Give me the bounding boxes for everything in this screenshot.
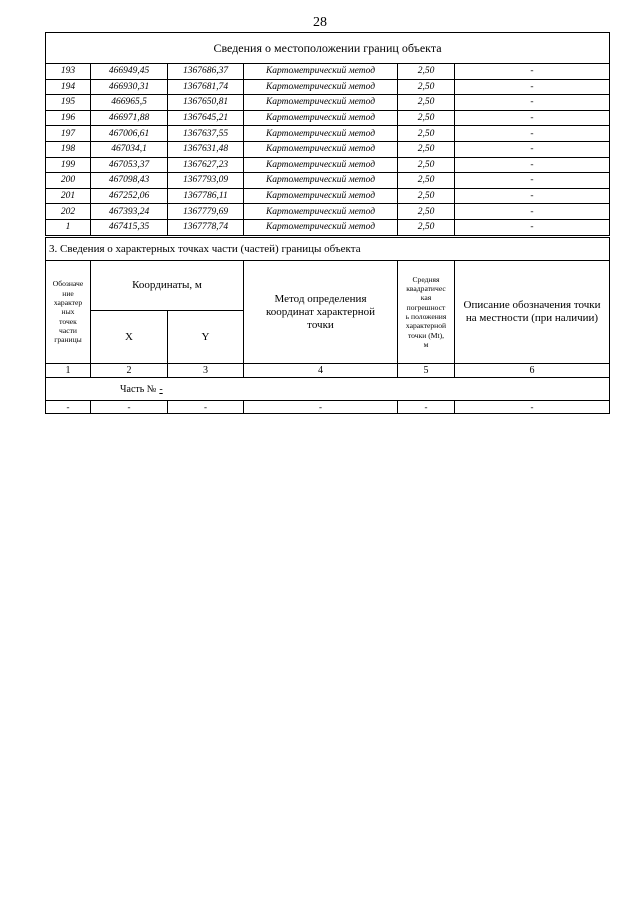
table-row (46, 188, 610, 204)
y-cell: 1367627,23 (168, 157, 244, 173)
accuracy-cell: 2,50 (398, 79, 455, 95)
description-cell: - (455, 95, 610, 111)
accuracy-cell: 2,50 (398, 110, 455, 126)
dash-cell: - (455, 401, 610, 414)
dash-cell: - (244, 401, 398, 414)
table-row (46, 95, 610, 111)
y-cell: 1367631,48 (168, 141, 244, 157)
description-cell: - (455, 79, 610, 95)
page-number: 28 (313, 15, 327, 30)
point-number-cell: 193 (46, 64, 91, 80)
point-number-cell: 201 (46, 188, 91, 204)
y-cell: 1367779,69 (168, 204, 244, 220)
header-point-designation: Обозначе ние характер ных точек части границы (46, 261, 91, 364)
point-number-cell: 202 (46, 204, 91, 220)
header-method: Метод определения координат характерной точки (244, 261, 398, 364)
description-cell: - (455, 141, 610, 157)
method-cell: Картометрический метод (244, 141, 398, 157)
x-cell: 467393,24 (91, 204, 168, 220)
col-number: 3 (168, 364, 244, 378)
accuracy-cell: 2,50 (398, 188, 455, 204)
method-cell: Картометрический метод (244, 110, 398, 126)
dash-cell: - (168, 401, 244, 414)
col-number: 6 (455, 364, 610, 378)
boundary-location-table (45, 32, 610, 236)
method-cell: Картометрический метод (244, 79, 398, 95)
col-number: 1 (46, 364, 91, 378)
header-description: Описание обозначения точки на местности (при наличии) (455, 261, 610, 364)
header-x: X (91, 311, 168, 364)
x-cell: 467053,37 (91, 157, 168, 173)
table-row (46, 141, 610, 157)
x-cell: 467252,06 (91, 188, 168, 204)
y-cell: 1367686,37 (168, 64, 244, 80)
description-cell: - (455, 173, 610, 189)
table-row (46, 173, 610, 189)
point-number-cell: 196 (46, 110, 91, 126)
dash-cell: - (91, 401, 168, 414)
part-points-table (45, 237, 610, 414)
description-cell: - (455, 64, 610, 80)
method-cell: Картометрический метод (244, 188, 398, 204)
method-cell: Картометрический метод (244, 126, 398, 142)
description-cell: - (455, 219, 610, 235)
accuracy-cell: 2,50 (398, 126, 455, 142)
x-cell: 467098,43 (91, 173, 168, 189)
table-row (46, 126, 610, 142)
x-cell: 467415,35 (91, 219, 168, 235)
accuracy-cell: 2,50 (398, 173, 455, 189)
accuracy-cell: 2,50 (398, 64, 455, 80)
method-cell: Картометрический метод (244, 64, 398, 80)
description-cell: - (455, 110, 610, 126)
method-cell: Картометрический метод (244, 157, 398, 173)
y-cell: 1367681,74 (168, 79, 244, 95)
table-row (46, 110, 610, 126)
description-cell: - (455, 126, 610, 142)
y-cell: 1367645,21 (168, 110, 244, 126)
accuracy-cell: 2,50 (398, 157, 455, 173)
col-number: 5 (398, 364, 455, 378)
accuracy-cell: 2,50 (398, 141, 455, 157)
header-accuracy: Средняя квадратичес кая погрешност ь положения характерной точки (Mt), м (398, 261, 455, 364)
y-cell: 1367778,74 (168, 219, 244, 235)
x-cell: 466971,88 (91, 110, 168, 126)
x-cell: 466965,5 (91, 95, 168, 111)
col-number: 2 (91, 364, 168, 378)
y-cell: 1367637,55 (168, 126, 244, 142)
part-label: Часть № (120, 383, 157, 395)
x-cell: 466949,45 (91, 64, 168, 80)
point-number-cell: 194 (46, 79, 91, 95)
table-row (46, 219, 610, 235)
point-number-cell: 199 (46, 157, 91, 173)
description-cell: - (455, 188, 610, 204)
accuracy-cell: 2,50 (398, 219, 455, 235)
part-row (46, 378, 610, 401)
method-cell: Картометрический метод (244, 204, 398, 220)
accuracy-cell: 2,50 (398, 204, 455, 220)
point-number-cell: 195 (46, 95, 91, 111)
y-cell: 1367793,09 (168, 173, 244, 189)
table-row (46, 79, 610, 95)
accuracy-cell: 2,50 (398, 95, 455, 111)
point-number-cell: 200 (46, 173, 91, 189)
dash-cell: - (398, 401, 455, 414)
table-row (46, 157, 610, 173)
x-cell: 467034,1 (91, 141, 168, 157)
x-cell: 467006,61 (91, 126, 168, 142)
description-cell: - (455, 157, 610, 173)
point-number-cell: 1 (46, 219, 91, 235)
point-number-cell: 197 (46, 126, 91, 142)
point-number-cell: 198 (46, 141, 91, 157)
header-y: Y (168, 311, 244, 364)
table-row (46, 64, 610, 80)
dash-cell: - (46, 401, 91, 414)
y-cell: 1367786,11 (168, 188, 244, 204)
method-cell: Картометрический метод (244, 219, 398, 235)
method-cell: Картометрический метод (244, 95, 398, 111)
method-cell: Картометрический метод (244, 173, 398, 189)
table-title: Сведения о местоположении границ объекта (46, 33, 610, 64)
col-number: 4 (244, 364, 398, 378)
header-coordinates: Координаты, м (91, 261, 244, 311)
part-value: - (159, 383, 163, 395)
table-row (46, 204, 610, 220)
x-cell: 466930,31 (91, 79, 168, 95)
section-title: 3. Сведения о характерных точках части (частей) границы объекта (46, 238, 610, 261)
y-cell: 1367650,81 (168, 95, 244, 111)
description-cell: - (455, 204, 610, 220)
